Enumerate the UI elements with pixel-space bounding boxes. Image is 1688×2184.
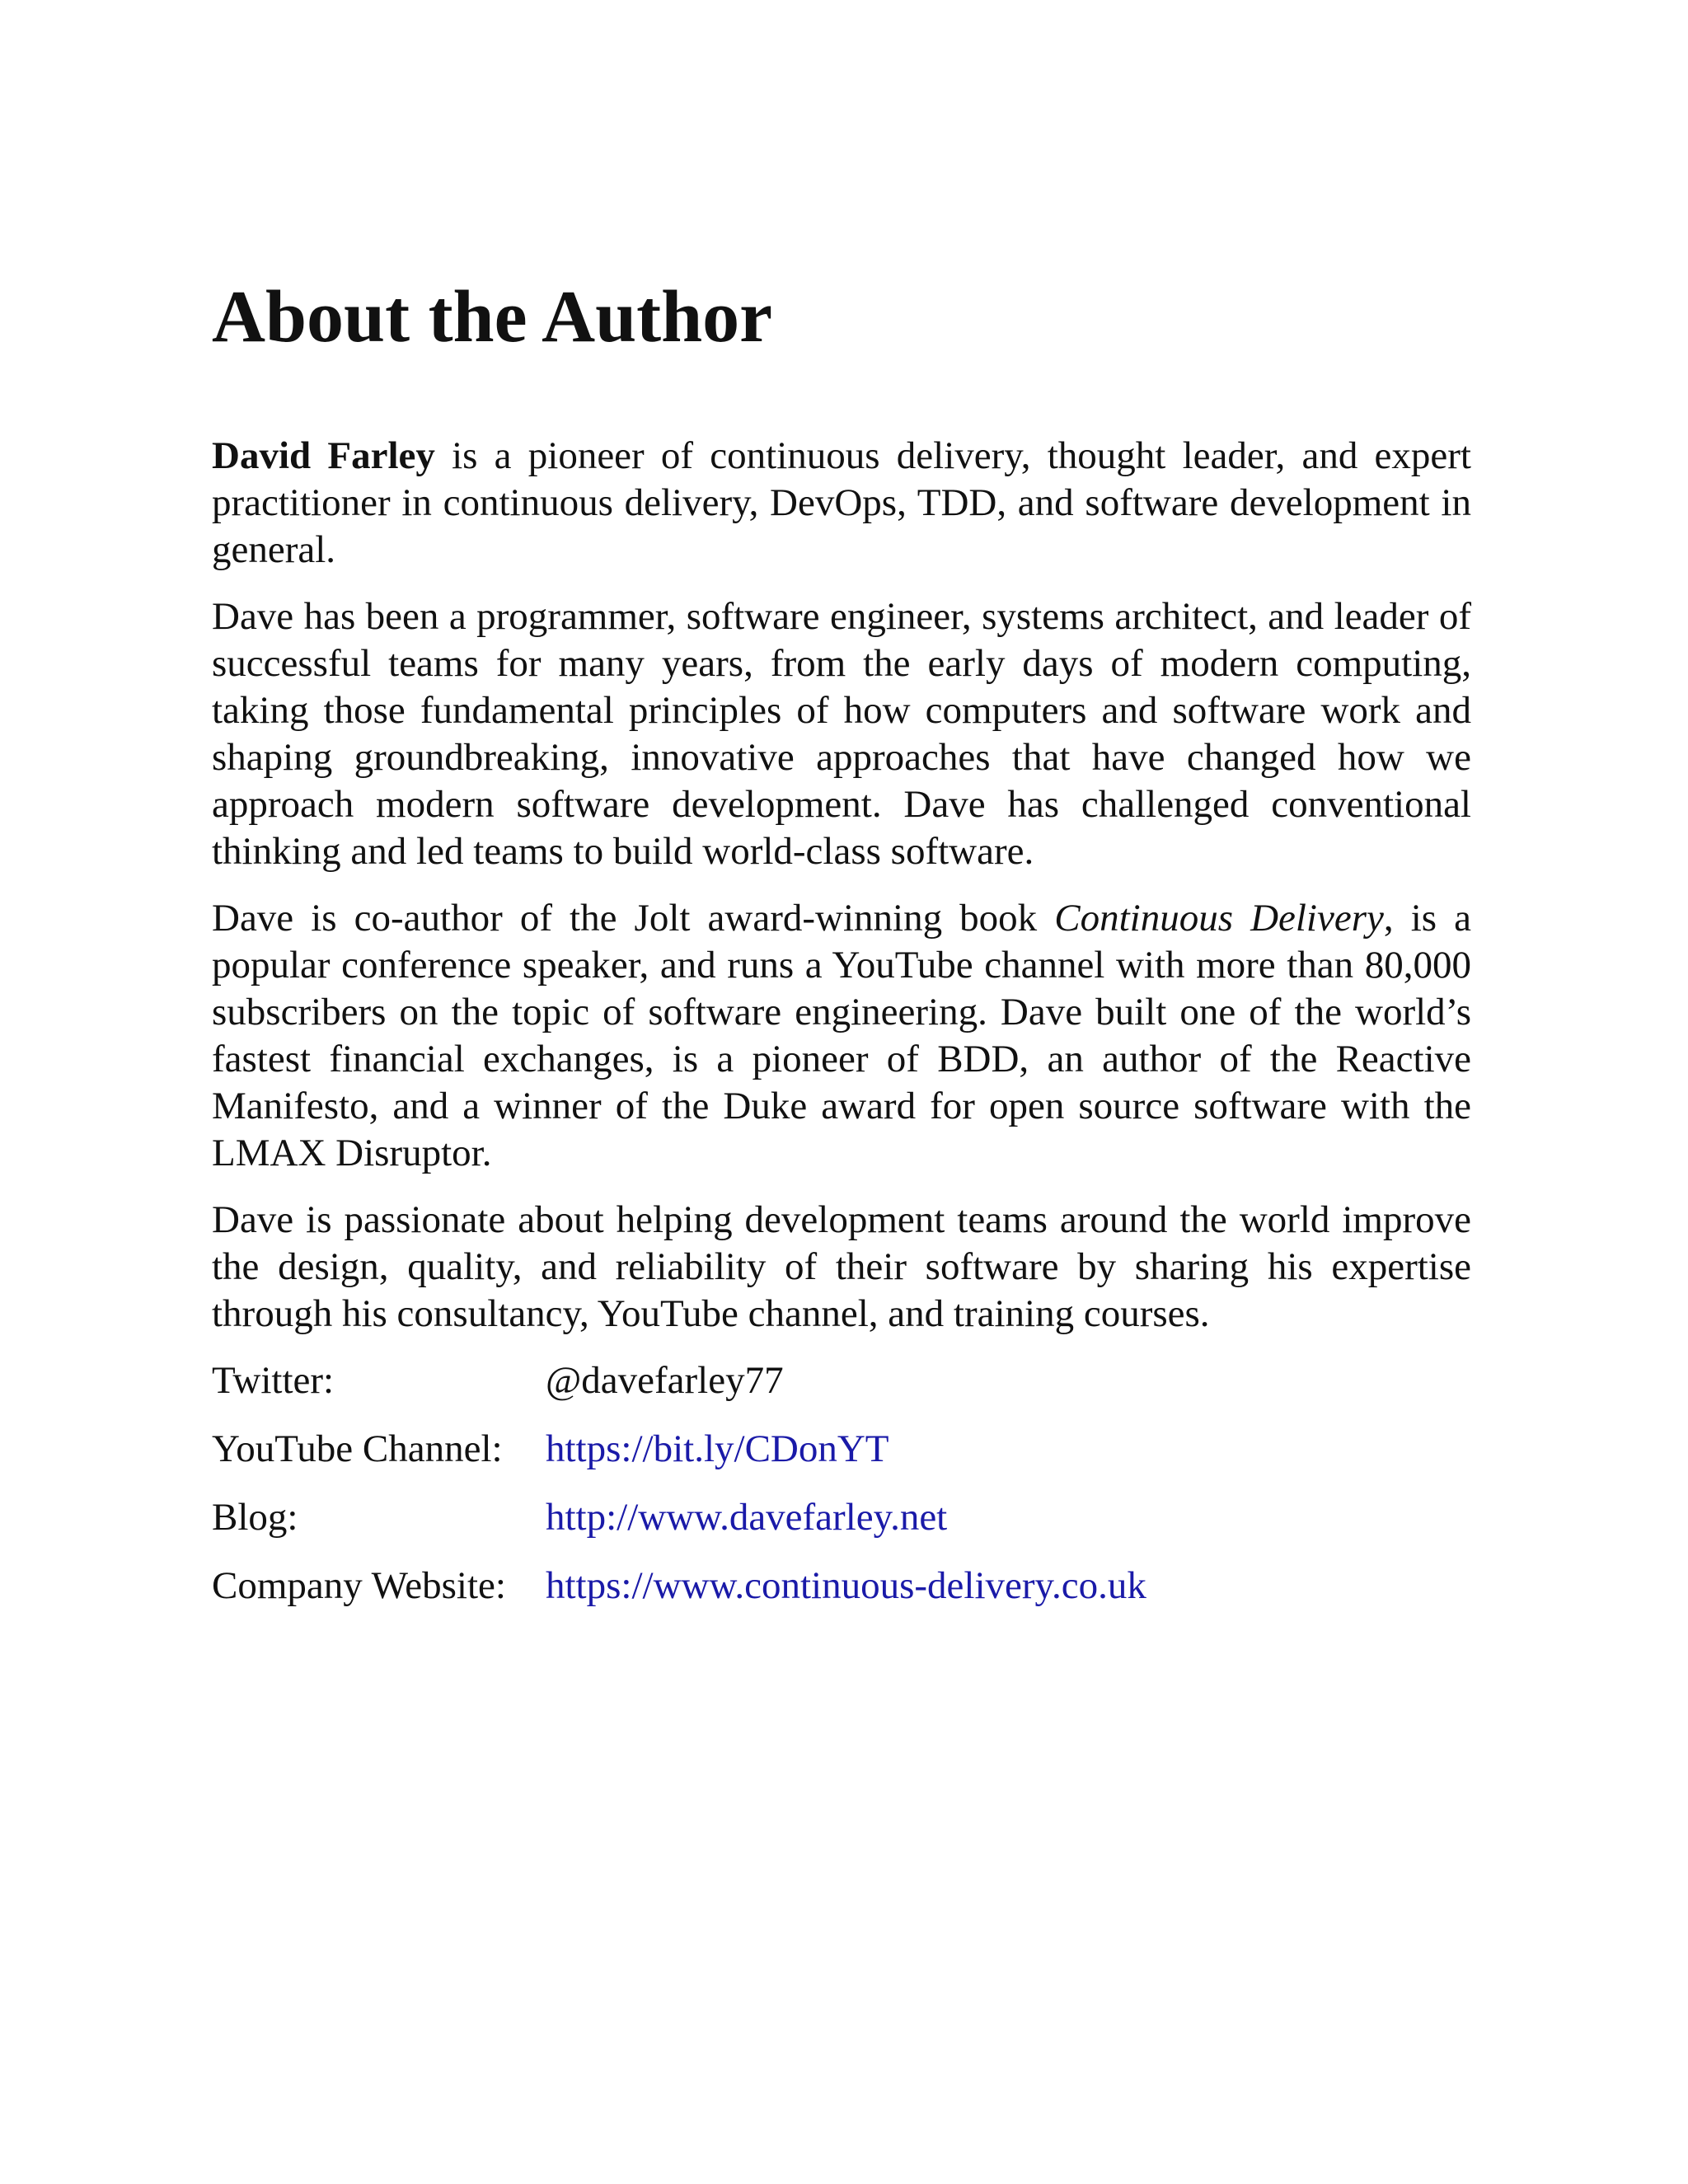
contact-row-company — [212, 1563, 1471, 1610]
youtube-link[interactable]: https://bit.ly/CDonYT — [546, 1427, 889, 1470]
company-website-link[interactable]: https://www.continuous-delivery.co.uk — [546, 1564, 1146, 1607]
twitter-handle: @davefarley77 — [546, 1359, 784, 1402]
bio-paragraph-1-text: is a pioneer of continuous delivery, thought leader, and expert practitioner in continuous delivery, DevOps, TDD, and software development in general. — [212, 434, 1471, 571]
bio-paragraph-4: Dave is passionate about helping development teams around the world improve the design, quality, and reliability of their software by sharing his expertise through his consultancy, YouTube channel, and training courses. — [212, 1198, 1471, 1335]
contact-list — [212, 1357, 1471, 1610]
author-bio — [212, 433, 1471, 1610]
contact-row-youtube — [212, 1426, 1471, 1473]
contact-row-twitter — [212, 1357, 1471, 1404]
bio-paragraph-2: Dave has been a programmer, software engineer, systems architect, and leader of successful teams for many years, from the early days of modern computing, taking those fundamental principles of how computers and software work and shaping groundbreaking, innovative approaches that have changed how we approach modern software development. Dave has challenged conventional thinking and led teams to build world-class software. — [212, 595, 1471, 873]
company-website-label: Company Website: — [212, 1564, 506, 1607]
blog-link[interactable]: http://www.davefarley.net — [546, 1496, 948, 1539]
bio-paragraph-3 — [212, 895, 1471, 1177]
page-title: About the Author — [212, 276, 773, 358]
blog-label: Blog: — [212, 1496, 298, 1539]
bio-paragraph-1 — [212, 433, 1471, 574]
youtube-label: YouTube Channel: — [212, 1427, 503, 1470]
bio-paragraph-3-before: Dave is co-author of the Jolt award-winning book — [212, 897, 1055, 940]
about-author-page — [212, 272, 1471, 1631]
twitter-label: Twitter: — [212, 1359, 335, 1402]
contact-row-blog — [212, 1494, 1471, 1541]
author-name: David Farley — [212, 434, 435, 477]
book-title: Continuous Delivery — [1054, 897, 1384, 940]
bio-paragraph-3-after: , is a popular conference speaker, and runs a YouTube channel with more than 80,000 subscribers on the topic of software engineering. Dave built one of the world’s fastest financial exchanges, is a pioneer of BDD, an author of the Reactive Manifesto, and a winner of the Duke award for open source software with the LMAX Disruptor. — [212, 897, 1471, 1174]
